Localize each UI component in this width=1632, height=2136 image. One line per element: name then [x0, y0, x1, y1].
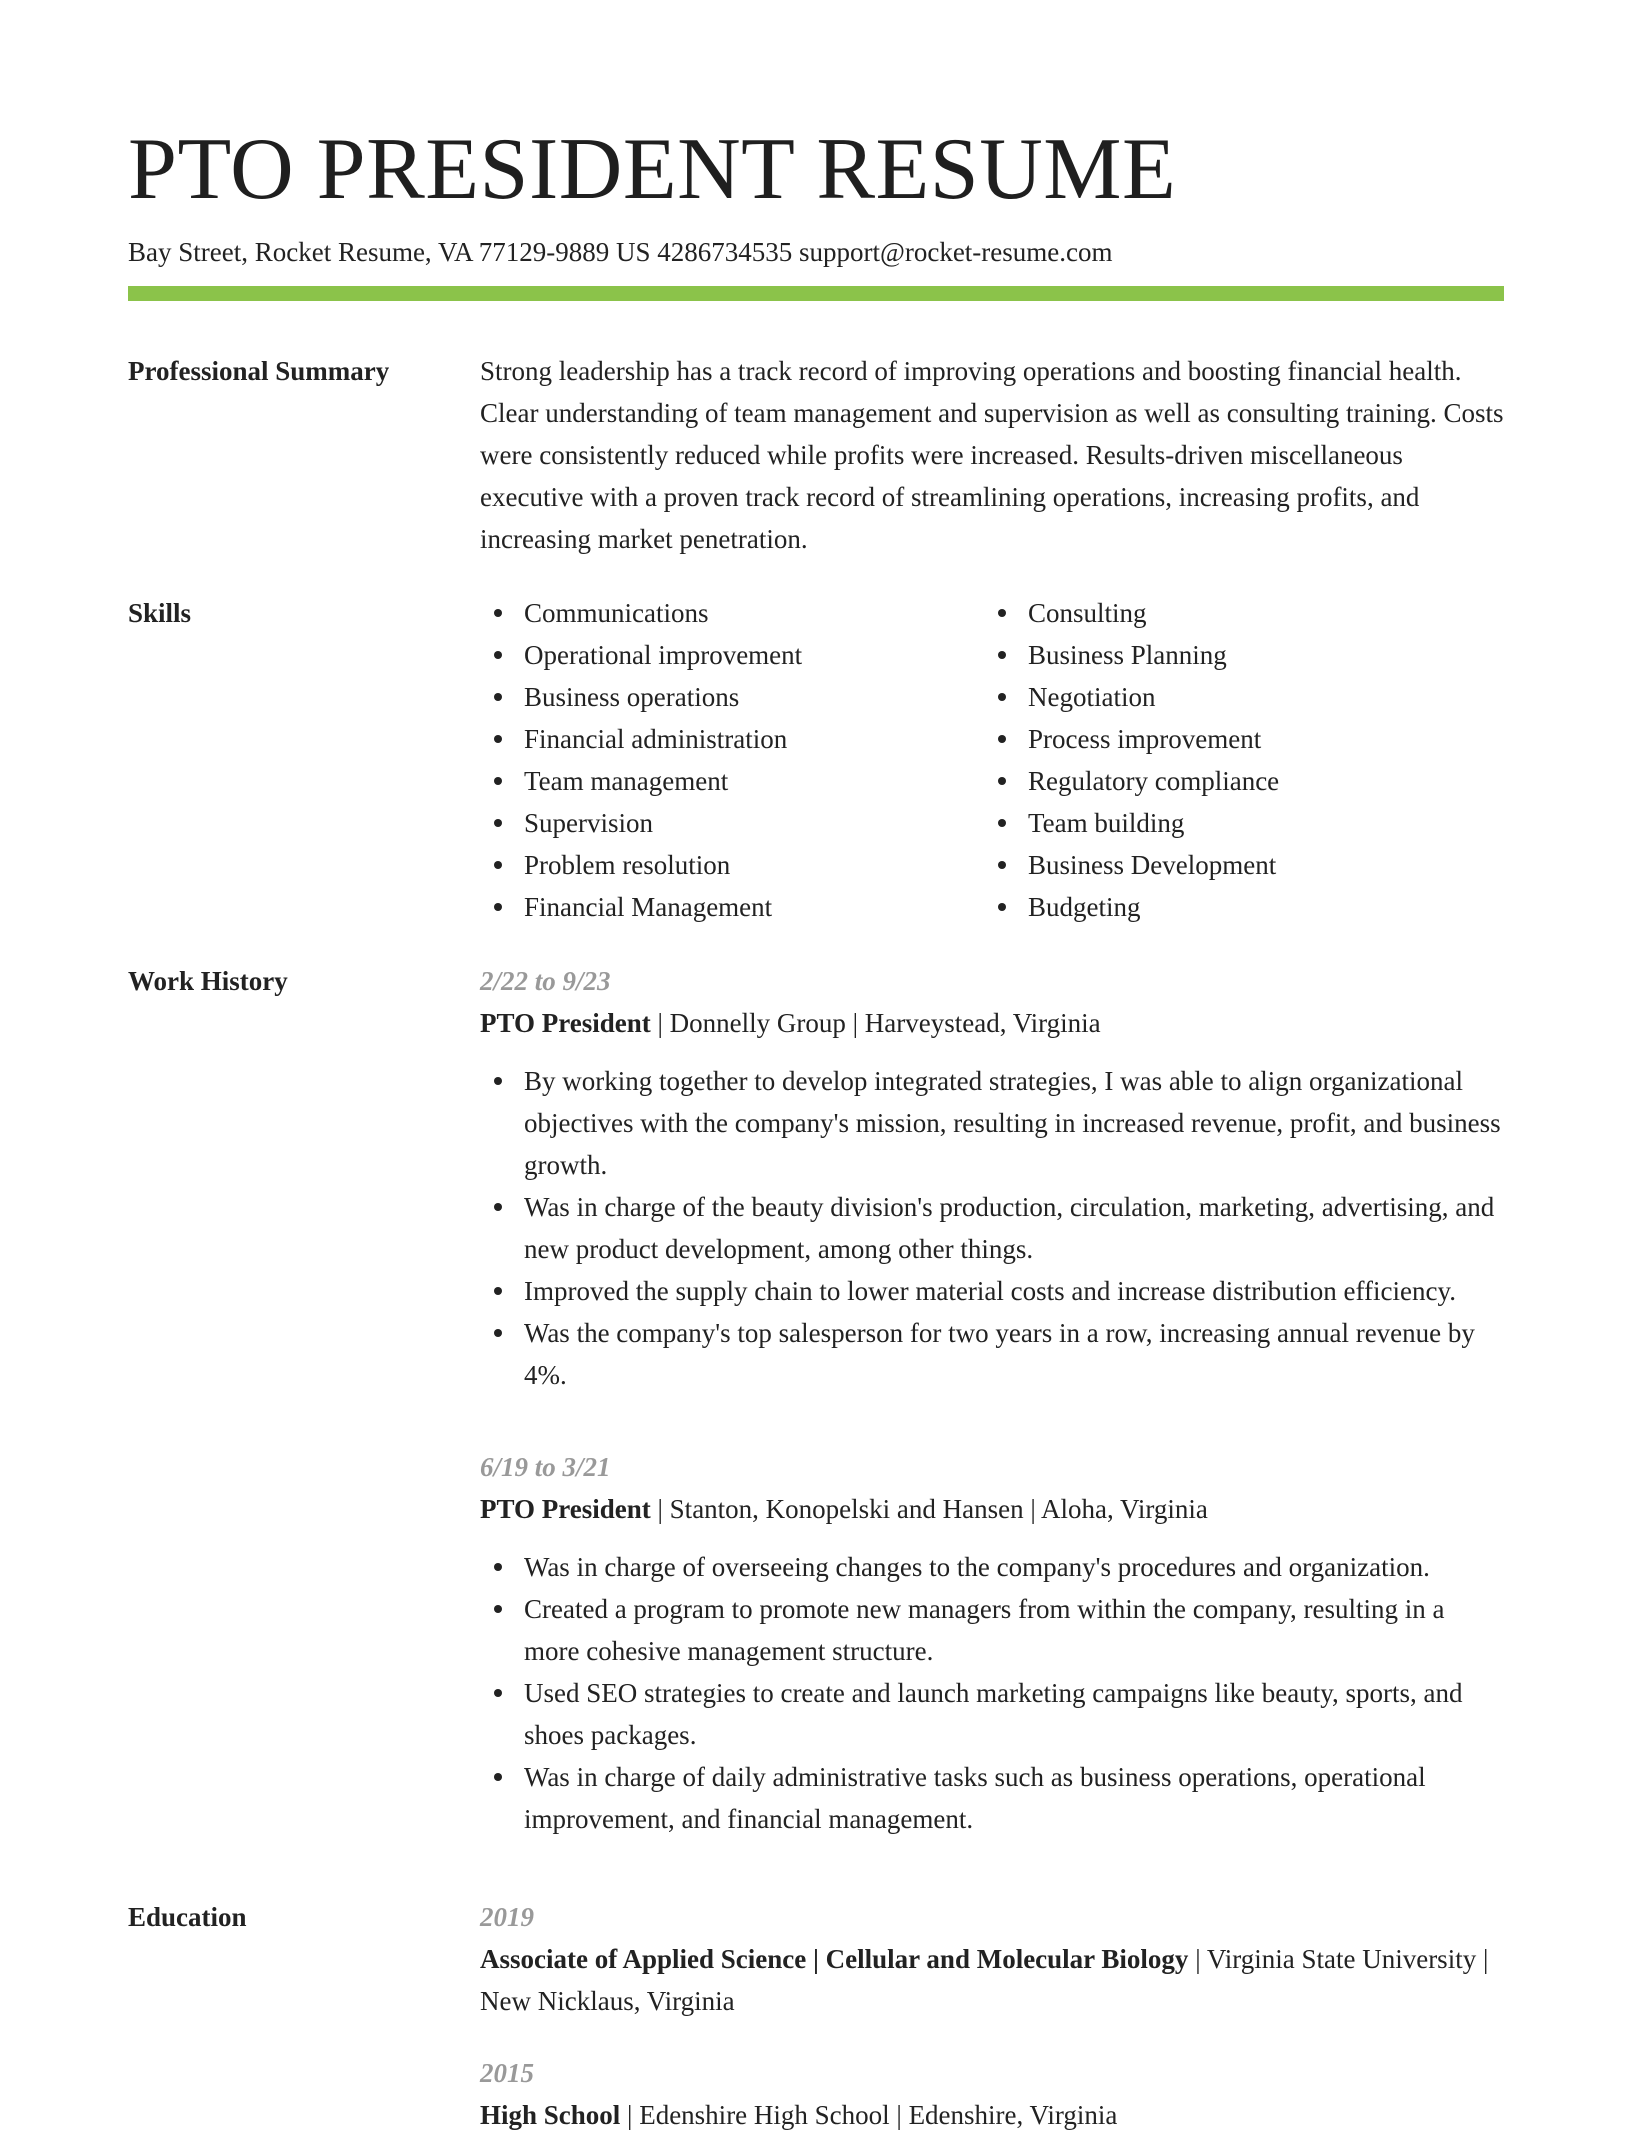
summary-body: [480, 350, 1504, 560]
work-section: [128, 960, 1504, 1860]
skill-item: Process improvement: [984, 718, 1488, 760]
education-degree: Associate of Applied Science | Cellular and Molecular Biology: [480, 1944, 1189, 1974]
job-bullets: [480, 1546, 1504, 1840]
job-bullet: Was in charge of overseeing changes to the company's procedures and organization.: [480, 1546, 1504, 1588]
education-body: [480, 1896, 1504, 2136]
skills-section: [128, 592, 1504, 932]
section-title-skills: Skills: [128, 598, 192, 628]
skill-item: Business Planning: [984, 634, 1488, 676]
education-school: | Edenshire High School | Edenshire, Virginia: [620, 2100, 1118, 2130]
skill-item: Negotiation: [984, 676, 1488, 718]
skill-item: Team management: [480, 760, 984, 802]
skill-item: Business Development: [984, 844, 1488, 886]
section-title-education: Education: [128, 1902, 247, 1932]
skill-item: Problem resolution: [480, 844, 984, 886]
summary-section: [128, 350, 1504, 570]
job-company: | Donnelly Group | Harveystead, Virginia: [650, 1008, 1101, 1038]
skill-item: Team building: [984, 802, 1488, 844]
skill-item: Budgeting: [984, 886, 1488, 928]
education-section: [128, 1896, 1504, 2130]
job-bullet: Improved the supply chain to lower material costs and increase distribution efficiency.: [480, 1270, 1504, 1312]
work-body: [480, 960, 1504, 1840]
education-school: | Virginia State University | New Nicklaus, Virginia: [480, 1944, 1489, 2016]
skills-body: [480, 592, 1504, 928]
skill-item: Consulting: [984, 592, 1488, 634]
job-heading: [480, 1488, 1504, 1530]
resume-title: PTO PRESIDENT RESUME: [128, 121, 1177, 218]
education-degree: High School: [480, 2100, 621, 2130]
job-bullet: Was in charge of the beauty division's production, circulation, marketing, advertising, and new product development, among other things.: [480, 1186, 1504, 1270]
education-year: 2015: [480, 2058, 534, 2088]
job-role: PTO President: [480, 1008, 651, 1038]
job-bullet: Used SEO strategies to create and launch marketing campaigns like beauty, sports, and shoes packages.: [480, 1672, 1504, 1756]
job-bullet: By working together to develop integrated strategies, I was able to align organizational objectives with the company's mission, resulting in increased revenue, profit, and business growth.: [480, 1060, 1504, 1186]
section-title-summary: Professional Summary: [128, 356, 390, 386]
education-heading: [480, 1938, 1504, 2022]
job-dates: 2/22 to 9/23: [480, 966, 611, 996]
job-bullets: [480, 1060, 1504, 1396]
skills-list-right: [984, 592, 1488, 928]
job-company: | Stanton, Konopelski and Hansen | Aloha, Virginia: [650, 1494, 1208, 1524]
skill-item: Financial administration: [480, 718, 984, 760]
education-entry: [480, 1896, 1504, 2022]
job-entry: [480, 960, 1504, 1396]
job-entry: [480, 1446, 1504, 1840]
job-dates: 6/19 to 3/21: [480, 1452, 611, 1482]
section-title-work: Work History: [128, 966, 288, 996]
skill-item: Regulatory compliance: [984, 760, 1488, 802]
job-bullet: Was the company's top salesperson for two years in a row, increasing annual revenue by 4%.: [480, 1312, 1504, 1396]
skill-item: Supervision: [480, 802, 984, 844]
job-heading: [480, 1002, 1504, 1044]
skill-item: Business operations: [480, 676, 984, 718]
education-heading: [480, 2094, 1504, 2136]
job-bullet: Created a program to promote new managers from within the company, resulting in a more cohesive management structure.: [480, 1588, 1504, 1672]
job-role: PTO President: [480, 1494, 651, 1524]
summary-text: Strong leadership has a track record of improving operations and boosting financial health. Clear understanding of team management and supervision as well as consulting training. Costs were consistently reduced while profits were increased. Results-driven miscellaneous executive with a proven track record of streamlining operations, increasing profits, and increasing market penetration.: [480, 356, 1504, 554]
education-entry: [480, 2052, 1504, 2136]
skills-list-left: [480, 592, 984, 928]
resume-header: [128, 118, 1504, 270]
skill-item: Operational improvement: [480, 634, 984, 676]
education-year: 2019: [480, 1902, 534, 1932]
contact-line: Bay Street, Rocket Resume, VA 77129-9889 US 4286734535 support@rocket-resume.com: [128, 237, 1113, 267]
accent-divider: [128, 286, 1504, 301]
skill-item: Financial Management: [480, 886, 984, 928]
job-bullet: Was in charge of daily administrative tasks such as business operations, operational improvement, and financial management.: [480, 1756, 1504, 1840]
skill-item: Communications: [480, 592, 984, 634]
